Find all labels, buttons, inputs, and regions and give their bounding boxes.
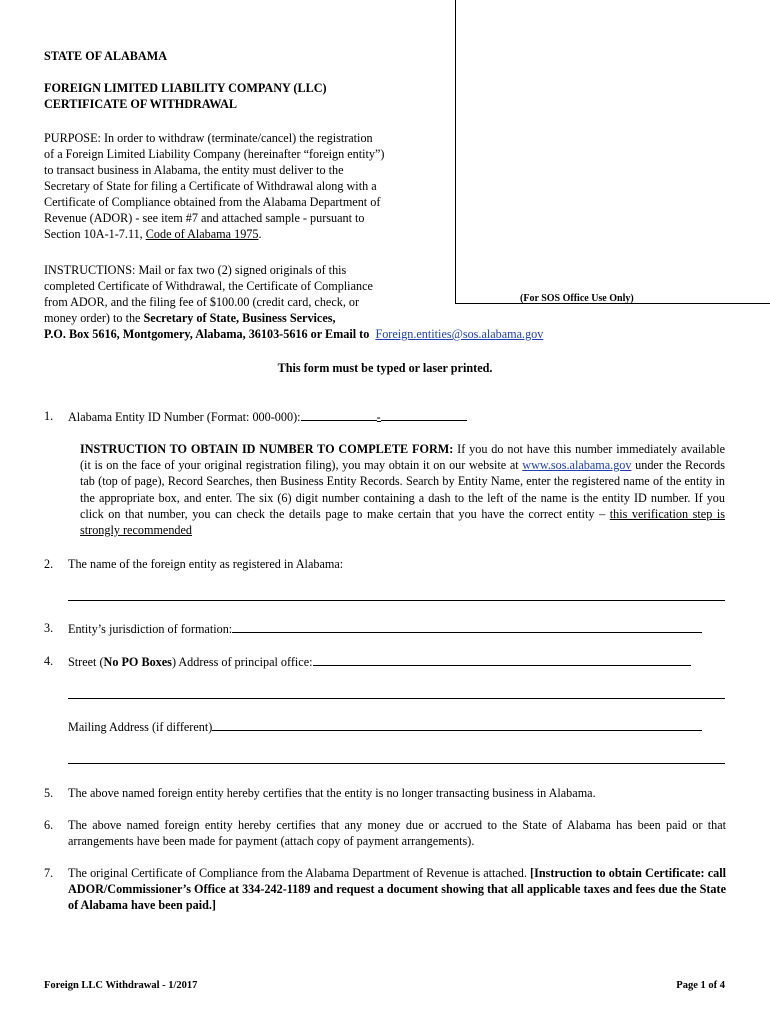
mailing-address-row bbox=[68, 718, 728, 735]
purpose-line: Certificate of Compliance obtained from the Alabama Department of bbox=[44, 195, 381, 209]
sos-office-use-box bbox=[455, 0, 770, 304]
jurisdiction-label: Entity’s jurisdiction of formation: bbox=[68, 622, 233, 636]
code-citation: Code of Alabama 1975 bbox=[145, 227, 259, 241]
mailing-address-field[interactable] bbox=[212, 718, 702, 731]
entity-id-dash: - bbox=[376, 410, 381, 424]
instructions-line bbox=[44, 326, 744, 342]
purpose-paragraph bbox=[44, 130, 444, 242]
footer-page-number: Page 1 of 4 bbox=[676, 980, 725, 991]
entity-id-row bbox=[68, 408, 728, 425]
item-number: 1. bbox=[44, 409, 54, 423]
entity-id-label: Alabama Entity ID Number (Format: 000-000): bbox=[68, 410, 301, 424]
id-instruction-heading: INSTRUCTION TO OBTAIN ID NUMBER TO COMPLETE FORM: bbox=[80, 442, 454, 456]
item-number: 4. bbox=[44, 654, 54, 668]
entity-id-field-part1[interactable] bbox=[301, 408, 377, 421]
verification-emphasis: this verification step is strongly recommended bbox=[80, 506, 725, 538]
form-title-line1: FOREIGN LIMITED LIABILITY COMPANY (LLC) bbox=[44, 81, 327, 95]
instructions-line: completed Certificate of Withdrawal, the Certificate of Compliance bbox=[44, 279, 373, 293]
purpose-line: Secretary of State for filing a Certificate of Withdrawal along with a bbox=[44, 179, 377, 193]
purpose-line: of a Foreign Limited Liability Company (hereinafter “foreign entity”) bbox=[44, 147, 385, 161]
mailing-address: P.O. Box 5616, Montgomery, Alabama, 36103-5616 or Email to bbox=[44, 327, 370, 341]
id-instruction-paragraph: INSTRUCTION TO OBTAIN ID NUMBER TO COMPLETE FORM: If you do not have this number immediately available (it is on the face of your original registration filing), you may obtain it on our website at www.sos.alabama.gov under the Records tab (top of page), Record Searches, then Business Entity Records. Search by Entity Name, enter the registered name of the entity in the appropriate box, and enter. The six (6) digit number containing a dash to the left of the name is the entity ID number. If you click on that number, you can check the details page to make certain that you have the correct entity – this verification step is strongly recommended bbox=[80, 442, 725, 538]
purpose-line: PURPOSE: In order to withdraw (terminate/cancel) the registration bbox=[44, 131, 373, 145]
certification-money-paid: The above named foreign entity hereby certifies that any money due or accrued to the State of Alabama has been paid or that arrangements have been made for payment (attach copy of payment arrangements). bbox=[68, 818, 726, 848]
item-number: 7. bbox=[44, 866, 54, 880]
sos-office-use-label: (For SOS Office Use Only) bbox=[520, 293, 634, 304]
footer-form-id: Foreign LLC Withdrawal - 1/2017 bbox=[44, 980, 198, 991]
item-number: 5. bbox=[44, 786, 54, 800]
state-heading: STATE OF ALABAMA bbox=[44, 49, 168, 63]
mailing-address-label: Mailing Address (if different) bbox=[68, 720, 213, 734]
purpose-line: Revenue (ADOR) - see item #7 and attached sample - pursuant to bbox=[44, 211, 365, 225]
email-link[interactable]: Foreign.entities@sos.alabama.gov bbox=[375, 327, 544, 341]
item-number: 3. bbox=[44, 621, 54, 635]
website-link[interactable]: www.sos.alabama.gov bbox=[522, 458, 632, 473]
typed-notice: This form must be typed or laser printed. bbox=[277, 361, 493, 375]
certification-no-business: The above named foreign entity hereby certifies that the entity is no longer transacting business in Alabama. bbox=[68, 786, 596, 800]
mailing-recipient: Secretary of State, Business Services, bbox=[143, 311, 336, 325]
entity-name-field[interactable] bbox=[68, 600, 725, 601]
instructions-line: money order) to the Secretary of State, Business Services, bbox=[44, 311, 336, 325]
instructions-line: from ADOR, and the filing fee of $100.00 (credit card, check, or bbox=[44, 295, 360, 309]
item-number: 6. bbox=[44, 818, 54, 832]
jurisdiction-field[interactable] bbox=[232, 620, 702, 633]
entity-name-label: The name of the foreign entity as registered in Alabama: bbox=[68, 557, 344, 571]
certificate-of-compliance: The original Certificate of Compliance from the Alabama Department of Revenue is attached. [Instruction to obtain Certificate: call ADOR/Commissioner’s Office at 334-242-1189 and request a document showing that all applicable taxes and fees due the State of Alabama have been paid.] bbox=[68, 866, 726, 912]
instructions-paragraph bbox=[44, 262, 744, 342]
street-address-field-line2[interactable] bbox=[68, 698, 725, 699]
purpose-line: to transact business in Alabama, the entity must deliver to the bbox=[44, 163, 344, 177]
jurisdiction-row bbox=[68, 620, 728, 637]
form-title-line2: CERTIFICATE OF WITHDRAWAL bbox=[44, 97, 238, 111]
ador-instruction: [Instruction to obtain Certificate: call ADOR/Commissioner’s Office at 334-242-1189 and request a document showing that all applicable taxes and fees due the State of Alabama have been paid.] bbox=[68, 866, 726, 912]
street-address-field[interactable] bbox=[313, 653, 691, 666]
street-address-row: Street (No PO Boxes) Address of principal office: bbox=[68, 653, 728, 670]
mailing-address-field-line2[interactable] bbox=[68, 763, 725, 764]
instructions-line: INSTRUCTIONS: Mail or fax two (2) signed originals of this bbox=[44, 263, 347, 277]
entity-id-field-part2[interactable] bbox=[381, 408, 467, 421]
item-number: 2. bbox=[44, 557, 54, 571]
no-po-boxes: No PO Boxes bbox=[103, 655, 172, 669]
purpose-line: Section 10A-1-7.11, Code of Alabama 1975. bbox=[44, 227, 262, 241]
